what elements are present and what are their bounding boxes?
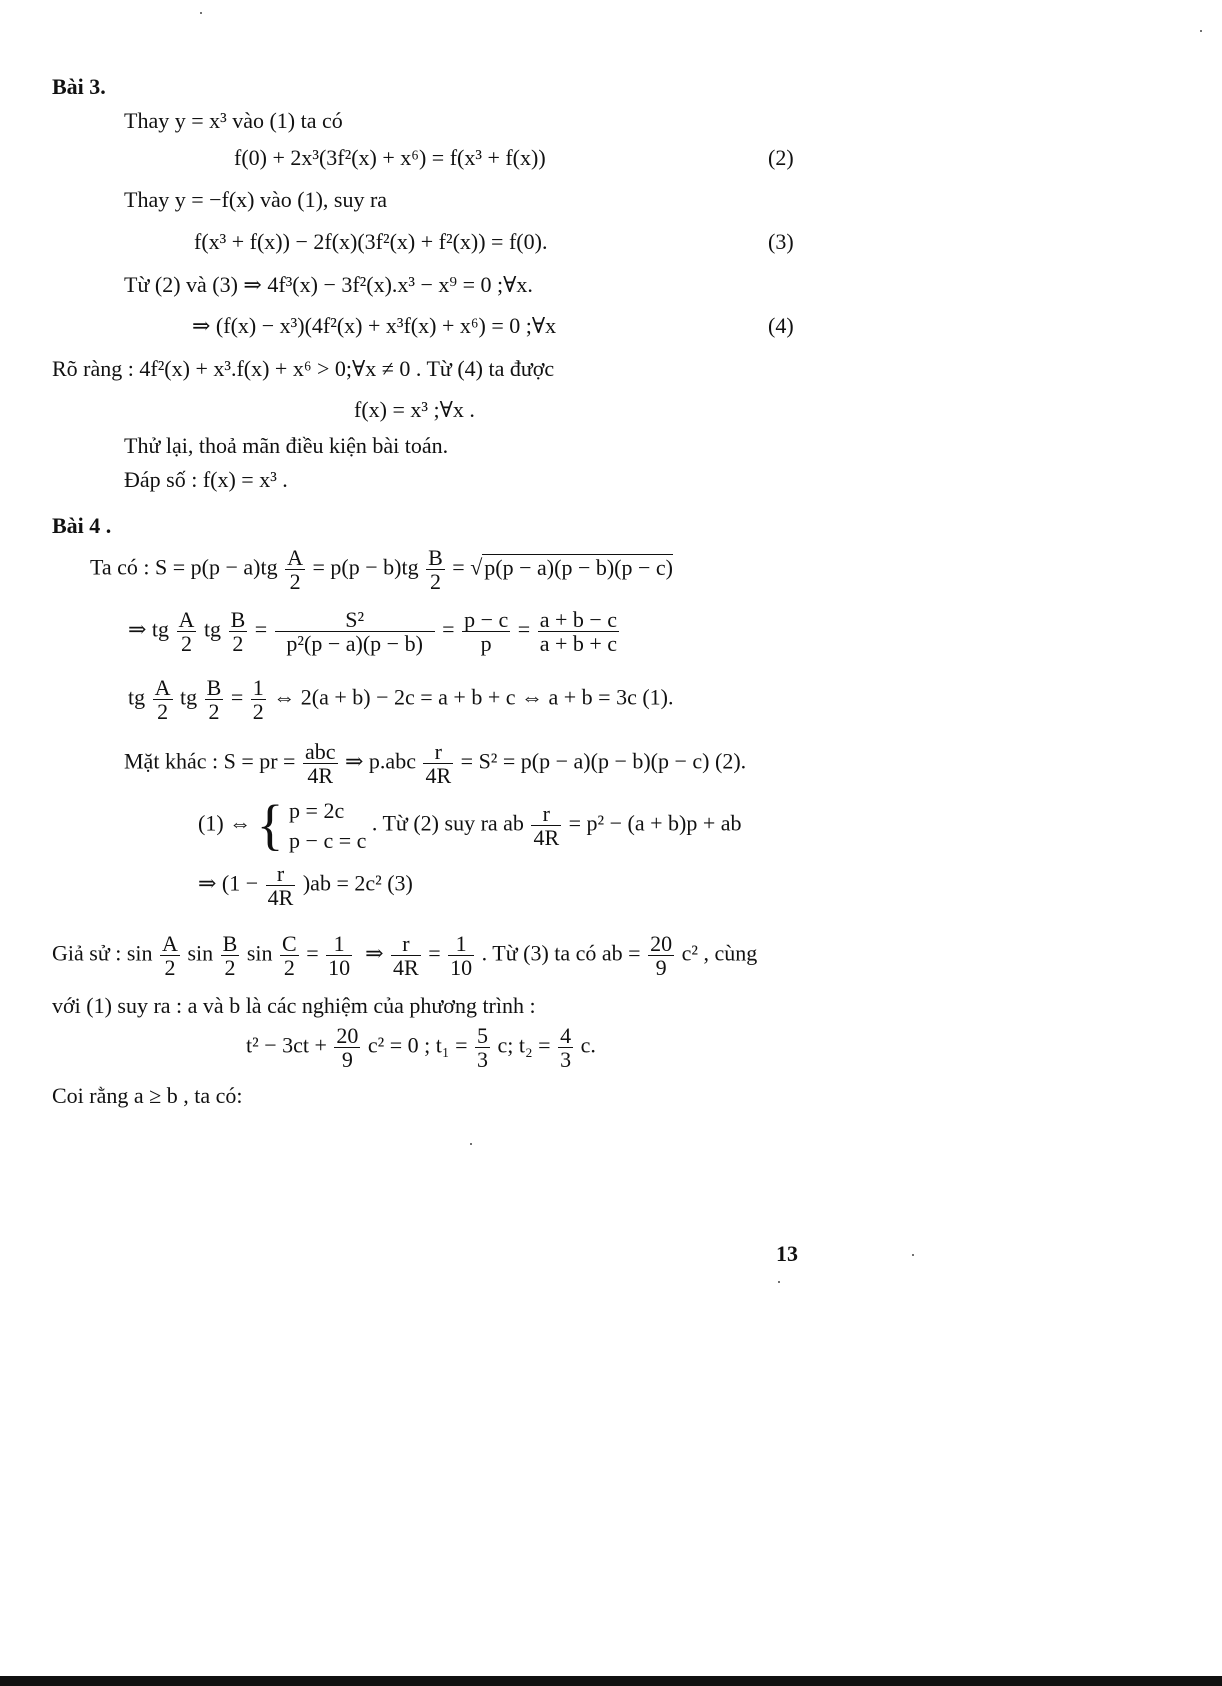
fraction-abc: $\frac{a + b - c}{a + b + c}$ [539, 607, 618, 657]
eq-number-2: (2) [768, 145, 794, 170]
bai4-line6: ⇒ (1 − $\frac{r}{4R}$ )ab = 2c² (3) [198, 861, 413, 911]
bai3-line5: f(x) = x³ ;∀x . [354, 397, 475, 422]
fraction-a-over-2: $\frac{A}{2}$ [162, 931, 178, 981]
bai3-eq3: f(x³ + f(x)) − 2f(x)(3f²(x) + f²(x)) = f(0). [194, 229, 548, 254]
bai4-line4: Mặt khác : S = pr = $\frac{\text{abc}}{4R}$ ⇒ p.abc $\frac{r}{4R}$ = S² = p(p − a)(p − b)(p − c) (2). [124, 739, 747, 789]
fraction-5-over-3: $\frac{5}{3}$ [476, 1023, 488, 1073]
bai4-line8: với (1) suy ra : a và b là các nghiệm của phương trình : [52, 993, 536, 1018]
scan-speck [470, 1143, 472, 1145]
fraction-r-over-4r: $\frac{r}{4R}$ [393, 931, 419, 981]
text: = p(p − b)tg [312, 554, 419, 580]
fraction-20-over-9: $\frac{20}{9}$ [336, 1023, 359, 1073]
bai4-line7: Giả sử : sin $\frac{A}{2}$ sin $\frac{B}{2}$ sin $\frac{C}{2}$ = $\frac{1}{10}$ ⇒ $\frac{r}{4R}$ = $\frac{1}{10}$ . Từ (3) ta có ab = $\frac{20}{9}$ c² , cùng [52, 931, 758, 981]
heading-bai4: Bài 4 . [52, 513, 112, 538]
scan-speck [1200, 30, 1202, 32]
sqrt-heron: p(p − a)(p − b)(p − c) [484, 554, 674, 580]
text: Ta có : S = p(p − a)tg [90, 554, 278, 580]
bai4-line3: tg $\frac{A}{2}$ tg $\frac{B}{2}$ = $\frac{1}{2}$ ⇔ 2(a + b) − 2c = a + b + c ⇔ a + b = 3c (1). [128, 675, 674, 725]
fraction-s2: $\frac{\text{S²}}{\text{p²(p − a)(p − b)}}$ [275, 608, 435, 655]
scan-speck [778, 1281, 780, 1283]
fraction-one-half: $\frac{1}{2}$ [252, 675, 264, 725]
left-brace: { [256, 794, 284, 857]
fraction-one-tenth: $\frac{1}{10}$ [328, 931, 351, 981]
bai3-answer: Đáp số : f(x) = x³ . [124, 467, 288, 492]
system-of-equations: p = 2c p − c = c [289, 798, 367, 853]
bai3-line2: Thay y = −f(x) vào (1), suy ra [124, 187, 388, 212]
scan-speck [200, 12, 202, 14]
bai4-line9: t² − 3ct + $\frac{20}{9}$ c² = 0 ; t₁ = $\frac{5}{3}$ c; t₂ = $\frac{4}{3}$ c. [246, 1023, 596, 1073]
fraction-r-over-4r: $\frac{r}{4R}$ [267, 861, 294, 911]
fraction-r-over-4r: $\frac{r}{4R}$ [425, 739, 452, 789]
bai3-line3: Từ (2) và (3) ⇒ 4f³(x) − 3f²(x).x³ − x⁹ = 0 ;∀x. [124, 272, 533, 297]
fraction-pc-over-p: $\frac{p - c}{p}$ [464, 607, 509, 657]
fraction-r-over-4r: $\frac{r}{4R}$ [533, 801, 560, 851]
fraction-b-over-2: $\frac{B}{2}$ [222, 931, 238, 981]
bai4-line5: (1) ⇔ { p = 2c p − c = c . Từ (2) suy ra ab $\frac{r}{4R}$ = p² − (a + b)p + ab [198, 794, 742, 857]
fraction-b-over-2: $\frac{B}{2}$ [206, 675, 222, 725]
fraction-abc-over-4r: $\frac{\text{abc}}{4R}$ [304, 739, 336, 789]
eq-number-4: (4) [768, 313, 794, 338]
bai3-eq4: ⇒ (f(x) − x³)(4f²(x) + x³f(x) + x⁶) = 0 ;∀x [192, 313, 557, 338]
page-number: 13 [776, 1241, 798, 1266]
bai3-eq2: f(0) + 2x³(3f²(x) + x⁶) = f(x³ + f(x)) [234, 145, 546, 170]
eq-number-3: (3) [768, 229, 794, 254]
bai4-line2: ⇒ tg $\frac{A}{2}$ tg $\frac{B}{2}$ = $\frac{\text{S²}}{\text{p²(p − a)(p − b)}}$ = $\frac{p - c}{p}$ = $\frac{a + b - c}{a + b + c}$ [128, 607, 618, 657]
scan-speck [912, 1254, 914, 1256]
fraction-a-over-2: $\frac{A}{2}$ [154, 675, 171, 725]
bai4-line10: Coi rằng a ≥ b , ta có: [52, 1083, 243, 1108]
bai3-line6: Thử lại, thoả mãn điều kiện bài toán. [124, 433, 449, 458]
fraction-one-tenth: $\frac{1}{10}$ [450, 931, 473, 981]
heading-bai3: Bài 3. [52, 74, 106, 99]
fraction-b-over-2: $\frac{B}{2}$ [428, 545, 443, 595]
bai4-line1: Ta có : S = p(p − a)tg $\frac{A}{2}$ = p(p − b)tg $\frac{B}{2}$ = √p(p − a)(p − b)(p − c) [90, 545, 674, 595]
scan-border [0, 1676, 1222, 1686]
bai3-line1: Thay y = x³ vào (1) ta có [124, 108, 343, 133]
fraction-a-over-2: $\frac{A}{2}$ [287, 545, 304, 595]
fraction-b-over-2: $\frac{B}{2}$ [230, 607, 246, 657]
fraction-20-over-9: $\frac{20}{9}$ [650, 931, 673, 981]
fraction-c-over-2: $\frac{C}{2}$ [282, 931, 297, 981]
fraction-a-over-2: $\frac{A}{2}$ [178, 607, 195, 657]
fraction-4-over-3: $\frac{4}{3}$ [560, 1023, 572, 1073]
bai3-line4: Rõ ràng : 4f²(x) + x³.f(x) + x⁶ > 0;∀x ≠ 0 . Từ (4) ta được [52, 356, 555, 381]
text: = [452, 554, 465, 580]
